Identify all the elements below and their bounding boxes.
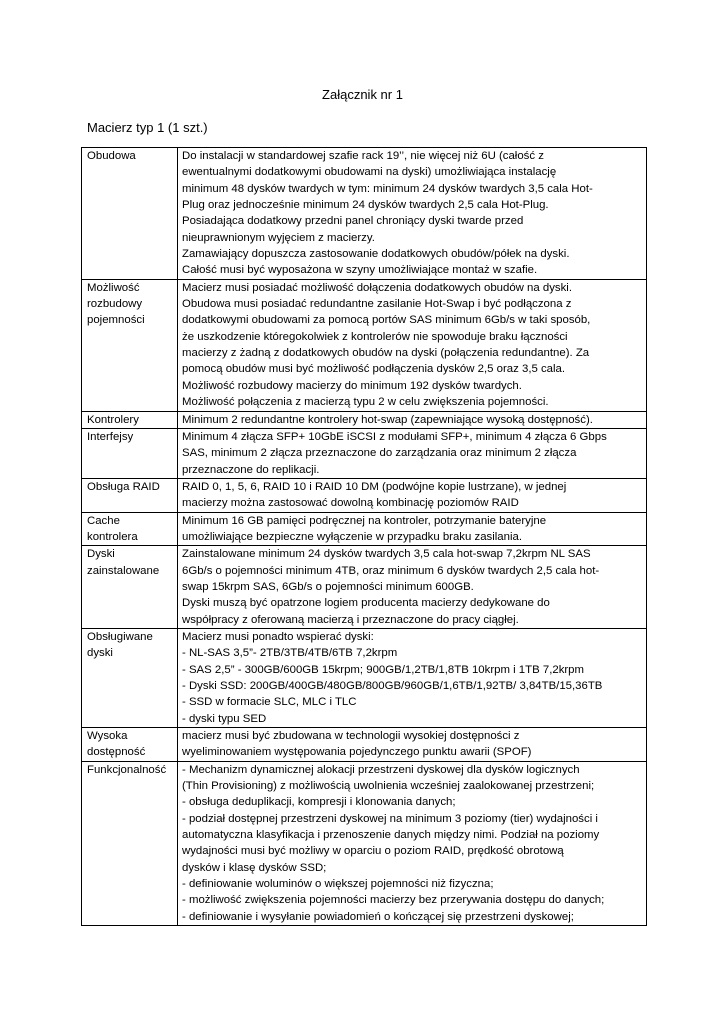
description-line: Zamawiający dopuszcza zastosowanie dodatkowych obudów/półek na dyski. bbox=[182, 248, 570, 261]
description-line: - podział dostępnej przestrzeni dyskowej na minimum 3 poziomy (tier) wydajności i bbox=[182, 812, 598, 825]
description-line: minimum 48 dysków twardych w tym: minimum 24 dysków twardych 3,5 cala Hot- bbox=[182, 182, 593, 195]
description-line: SAS, minimum 2 złącza przeznaczone do zarządzania oraz minimum 2 złącza bbox=[182, 447, 577, 460]
row-label-line: dostępność bbox=[87, 746, 146, 759]
description-line: przeznaczone do replikacji. bbox=[182, 463, 320, 476]
document-subtitle: Macierz typ 1 (1 szt.) bbox=[87, 120, 208, 135]
description-line: umożliwiające bezpieczne wyłączenie w przypadku braku zasilania. bbox=[182, 530, 522, 543]
description-line: Całość musi być wyposażona w szyny umożliwiające montaż w szafie. bbox=[182, 264, 538, 277]
row-label-line: Obsługiwane bbox=[87, 630, 153, 643]
table-row bbox=[82, 628, 647, 727]
description-line: Dyski muszą być opatrzone logiem producenta macierzy dedykowane do bbox=[182, 597, 550, 610]
row-label-cell bbox=[82, 728, 178, 762]
description-line: pomocą obudów musi być możliwość podłączenia dysków 2,5 oraz 3,5 cala. bbox=[182, 363, 566, 376]
description-line: Do instalacji w standardowej szafie rack 19’’, nie więcej niż 6U (całość z bbox=[182, 150, 544, 162]
description-line: dysków i klasę dysków SSD; bbox=[182, 861, 327, 874]
description-line: 6Gb/s o pojemności minimum 4TB, oraz minimum 6 dysków twardych 2,5 cala hot- bbox=[182, 564, 600, 577]
description-line: swap 15krpm SAS, 6Gb/s o pojemności minimum 600GB. bbox=[182, 580, 474, 593]
row-label-line: dyski bbox=[87, 647, 113, 660]
row-label-line: pojemności bbox=[87, 314, 145, 327]
row-label-line: Funkcjonalność bbox=[87, 763, 167, 776]
row-label-line: kontrolera bbox=[87, 530, 138, 543]
description-line: macierzy z żadną z dodatkowych obudów na dyski (połączenia redundantne). Za bbox=[182, 347, 590, 360]
row-label-cell bbox=[82, 761, 178, 925]
description-line: - dyski typu SED bbox=[182, 712, 267, 725]
description-line: Plug oraz jednocześnie minimum 24 dysków twardych 2,5 cala Hot-Plug. bbox=[182, 199, 549, 212]
description-line: wydajności musi być możliwy w oparciu o poziom RAID, prędkość obrotową bbox=[182, 845, 564, 858]
description-line: macierzy można zastosować dowolną kombinację poziomów RAID bbox=[182, 497, 519, 510]
row-label-cell bbox=[82, 428, 178, 478]
row-label-cell bbox=[82, 546, 178, 629]
table-row bbox=[82, 148, 647, 280]
row-label-cell bbox=[82, 478, 178, 512]
description-line: Możliwość połączenia z macierzą typu 2 w celu zwiększenia pojemności. bbox=[182, 396, 549, 409]
table-row bbox=[82, 478, 647, 512]
description-line: RAID 0, 1, 5, 6, RAID 10 i RAID 10 DM (podwójne kopie lustrzane), w jednej bbox=[182, 480, 567, 493]
description-line: Zainstalowane minimum 24 dysków twardych 3,5 cala hot-swap 7,2krpm NL SAS bbox=[182, 548, 591, 561]
description-line: ewentualnymi dodatkowymi obudowami na dyski) umożliwiająca instalację bbox=[182, 166, 557, 179]
row-description-cell bbox=[178, 428, 647, 478]
description-line: - definiowanie woluminów o większej pojemności niż fizyczna; bbox=[182, 878, 494, 891]
description-line: - Dyski SSD: 200GB/400GB/480GB/800GB/960GB/1,6TB/1,92TB/ 3,84TB/15,36TB bbox=[182, 680, 603, 692]
attachment-title: Załącznik nr 1 bbox=[322, 87, 403, 102]
description-line: automatyczna klasyfikacja i przenoszenie danych między nimi. Podział na poziomy bbox=[182, 829, 600, 842]
row-label-line: Interfejsy bbox=[87, 430, 134, 443]
description-line: nieuprawnionym wyjęciem z macierzy. bbox=[182, 231, 375, 244]
specification-table bbox=[81, 147, 647, 926]
table-row bbox=[82, 546, 647, 629]
description-line: Macierz musi ponadto wspierać dyski: bbox=[182, 630, 374, 643]
table-row bbox=[82, 512, 647, 546]
row-label-line: Dyski bbox=[87, 548, 115, 561]
table-row bbox=[82, 411, 647, 428]
row-description-cell bbox=[178, 628, 647, 727]
description-line: - SAS 2,5” - 300GB/600GB 15krpm; 900GB/1,2TB/1,8TB 10krpm i 1TB 7,2krpm bbox=[182, 663, 585, 676]
row-label-cell bbox=[82, 628, 178, 727]
table-row bbox=[82, 728, 647, 762]
description-line: Obudowa musi posiadać redundantne zasilanie Hot-Swap i być podłączona z bbox=[182, 298, 572, 311]
row-description-cell bbox=[178, 148, 647, 280]
row-label-line: Cache bbox=[87, 514, 120, 527]
table-row bbox=[82, 279, 647, 411]
row-description-cell bbox=[178, 279, 647, 411]
row-label-line: Obudowa bbox=[87, 150, 136, 162]
row-description-cell bbox=[178, 411, 647, 428]
description-line: - możliwość zwiększenia pojemności macierzy bez przerywania dostępu do danych; bbox=[182, 894, 605, 907]
row-description-cell bbox=[178, 546, 647, 629]
row-label-cell bbox=[82, 148, 178, 280]
description-line: Minimum 4 złącza SFP+ 10GbE iSCSI z modułami SFP+, minimum 4 złącza 6 Gbps bbox=[182, 430, 607, 443]
row-label-line: rozbudowy bbox=[87, 298, 143, 311]
table-row bbox=[82, 428, 647, 478]
row-description-cell bbox=[178, 728, 647, 762]
row-label-cell bbox=[82, 512, 178, 546]
description-line: Minimum 16 GB pamięci podręcznej na kontroler, potrzymanie bateryjne bbox=[182, 514, 547, 527]
description-line: Macierz musi posiadać możliwość dołączenia dodatkowych obudów na dyski. bbox=[182, 281, 573, 294]
description-line: - definiowanie i wysyłanie powiadomień o kończącej się przestrzeni dyskowej; bbox=[182, 910, 574, 923]
row-label-line: Obsługa RAID bbox=[87, 480, 160, 493]
description-line: - Mechanizm dynamicznej alokacji przestrzeni dyskowej dla dysków logicznych bbox=[182, 763, 580, 776]
row-label-cell bbox=[82, 411, 178, 428]
description-line: że uszkodzenie któregokolwiek z kontrolerów nie spowoduje braku łączności bbox=[182, 330, 568, 343]
description-line: Minimum 2 redundantne kontrolery hot-swap (zapewniające wysoką dostępność). bbox=[182, 413, 593, 426]
row-label-line: Wysoka bbox=[87, 730, 128, 743]
row-description-cell bbox=[178, 761, 647, 925]
description-line: macierz musi być zbudowana w technologii wysokiej dostępności z bbox=[182, 730, 520, 743]
description-line: - SSD w formacie SLC, MLC i TLC bbox=[182, 696, 357, 709]
row-description-cell bbox=[178, 478, 647, 512]
row-label-line: zainstalowane bbox=[87, 564, 160, 577]
specification-table-body bbox=[82, 148, 647, 926]
table-row bbox=[82, 761, 647, 925]
row-label-cell bbox=[82, 279, 178, 411]
row-label-line: Kontrolery bbox=[87, 413, 139, 426]
description-line: wyeliminowaniem występowania pojedynczego punktu awarii (SPOF) bbox=[182, 746, 532, 759]
description-line: - obsługa deduplikacji, kompresji i klonowania danych; bbox=[182, 796, 456, 809]
description-line: Posiadająca dodatkowy przedni panel chroniący dyski twarde przed bbox=[182, 215, 524, 228]
description-line: (Thin Provisioning) z możliwością uwolnienia wcześniej zaalokowanej przestrzeni; bbox=[182, 780, 595, 793]
row-label-line: Możliwość bbox=[87, 281, 140, 294]
description-line: dodatkowymi obudowami za pomocą portów SAS minimum 6Gb/s w taki sposób, bbox=[182, 314, 591, 327]
description-line: - NL-SAS 3,5”- 2TB/3TB/4TB/6TB 7,2krpm bbox=[182, 647, 398, 660]
description-line: współpracy z oferowaną macierzą i przeznaczone do pracy ciągłej. bbox=[182, 613, 519, 626]
row-description-cell bbox=[178, 512, 647, 546]
description-line: Możliwość rozbudowy macierzy do minimum 192 dysków twardych. bbox=[182, 379, 522, 392]
